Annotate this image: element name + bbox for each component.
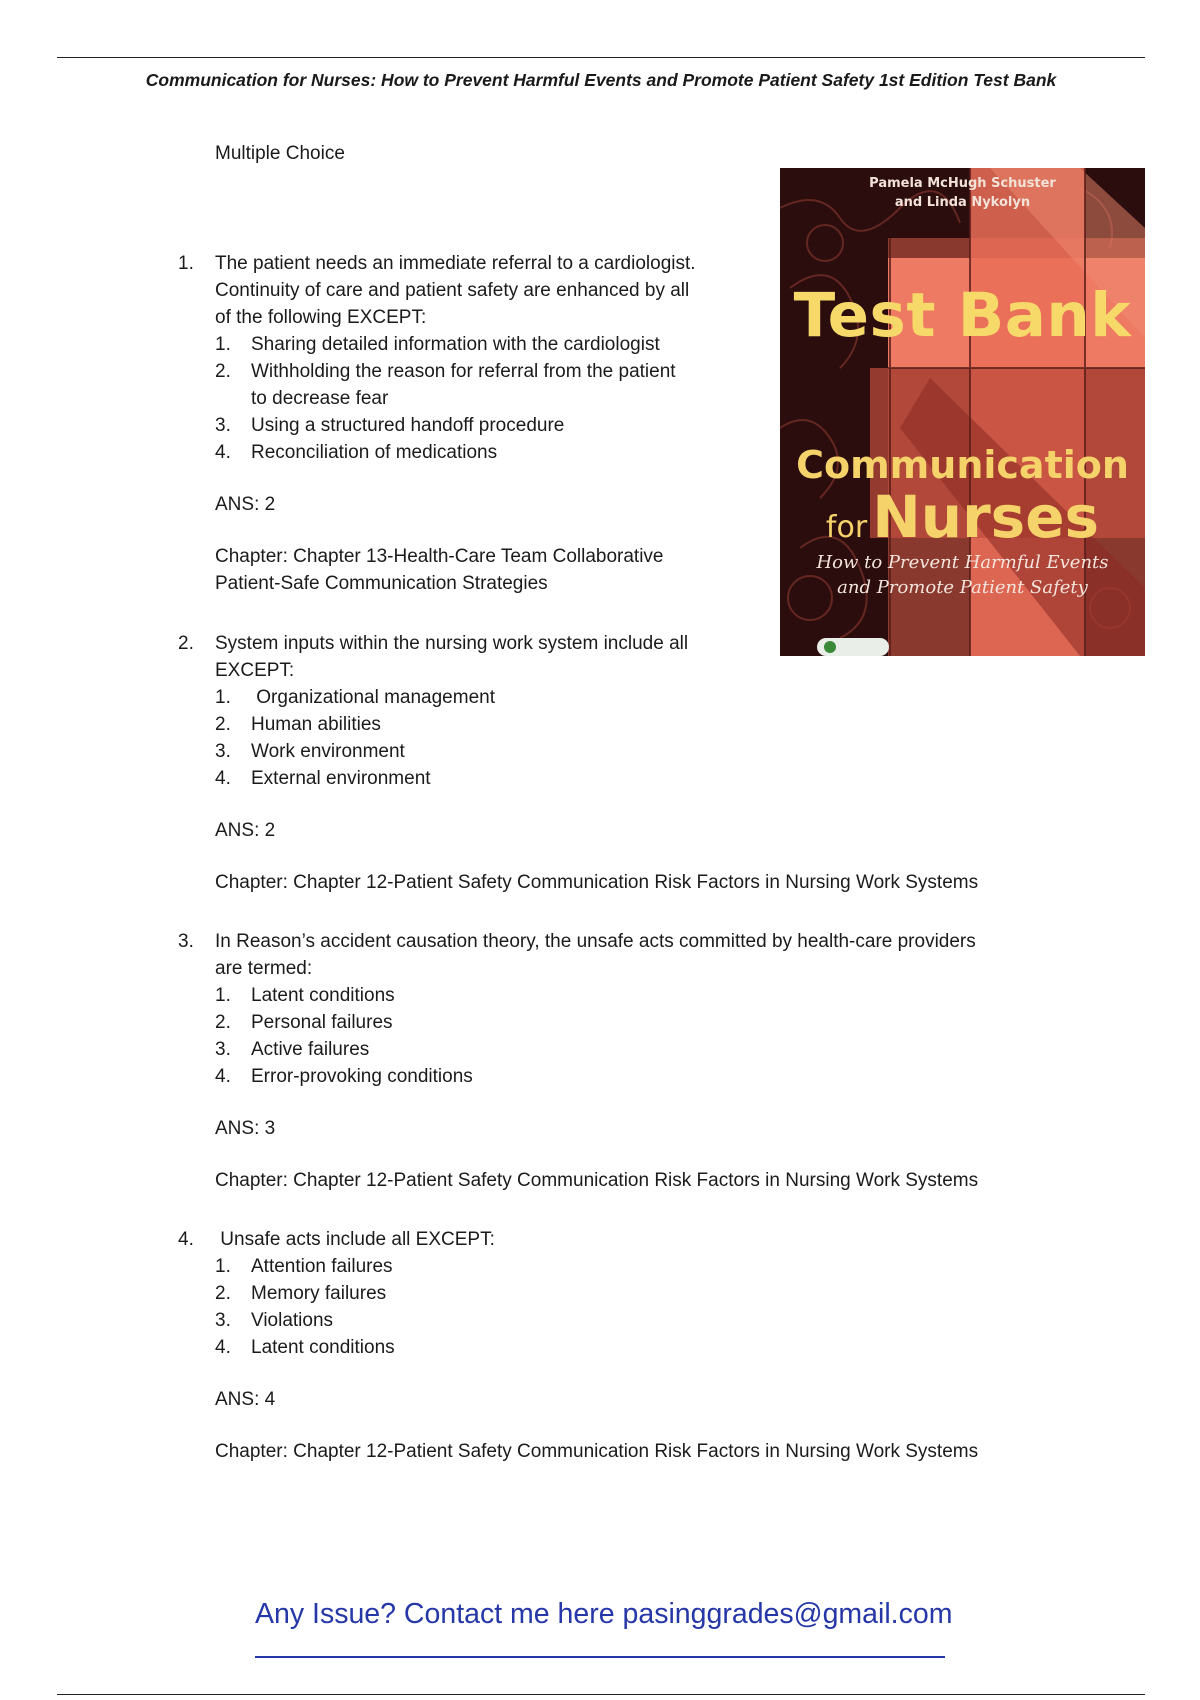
answer-options (215, 684, 978, 792)
cover-title-for-nurses (780, 483, 1145, 551)
document-header-title: Communication for Nurses: How to Prevent Harmful Events and Promote Patient Safety 1st Edition Test Bank (145, 70, 1057, 90)
contact-underline (255, 1656, 945, 1658)
option-number: 1. (215, 334, 231, 355)
answer-option (215, 1334, 978, 1361)
option-text: Withholding the reason for referral from the patient (251, 361, 676, 382)
chapter-line: Chapter: Chapter 13-Health-Care Team Collaborative (215, 546, 664, 567)
contact-email-link[interactable]: Any Issue? Contact me here pasinggrades@gmail.com (255, 1598, 953, 1630)
cover-author-line-1: Pamela McHugh Schuster (869, 176, 1056, 191)
option-text: Violations (251, 1310, 334, 1331)
answer-option (215, 738, 978, 765)
answer-option (215, 412, 696, 439)
question-stem (215, 630, 978, 684)
question-stem-line: Continuity of care and patient safety are enhanced by all (215, 280, 690, 301)
answer-option (215, 711, 978, 738)
option-text: External environment (251, 768, 431, 789)
cover-subtitle (780, 550, 1145, 600)
answer-option (215, 358, 696, 412)
answer-option (215, 1009, 978, 1036)
cover-test-bank-label: Test Bank (793, 280, 1132, 351)
option-text: to decrease fear (251, 388, 389, 409)
chapter-reference (215, 1438, 978, 1465)
chapter-line: Chapter: Chapter 12-Patient Safety Communication Risk Factors in Nursing Work Systems (215, 1441, 979, 1462)
answer-option (215, 1280, 978, 1307)
question-stem-line: In Reason’s accident causation theory, the unsafe acts committed by health-care providers (215, 931, 976, 952)
footer-rule (57, 1694, 1145, 1695)
cover-subtitle-line-1: How to Prevent Harmful Events (816, 552, 1109, 573)
answer-option (215, 982, 978, 1009)
answer-options (215, 982, 978, 1090)
cover-authors (780, 174, 1145, 212)
option-number: 1. (215, 687, 231, 708)
answer-options (215, 1253, 978, 1361)
option-number: 4. (215, 1337, 231, 1358)
chapter-reference (215, 1167, 978, 1194)
question-4 (178, 1226, 978, 1465)
answer-option (215, 684, 978, 711)
option-number: 3. (215, 1039, 231, 1060)
question-stem (215, 928, 978, 982)
option-text: Personal failures (251, 1012, 393, 1033)
answer-key: ANS: 4 (215, 1389, 276, 1410)
chapter-line: Patient-Safe Communication Strategies (215, 573, 548, 594)
question-number: 4. (178, 1229, 194, 1250)
option-number: 1. (215, 1256, 231, 1277)
question-stem-line: EXCEPT: (215, 660, 295, 681)
question-stem-line: are termed: (215, 958, 313, 979)
cover-subtitle-line-2: and Promote Patient Safety (837, 577, 1088, 598)
cover-title-for: for (825, 510, 868, 545)
option-text: Organizational management (251, 687, 495, 708)
answer-option (215, 765, 978, 792)
option-number: 4. (215, 442, 231, 463)
answer-option (215, 1036, 978, 1063)
book-cover-image (780, 168, 1145, 656)
chapter-reference (215, 543, 696, 597)
option-text: Work environment (251, 741, 405, 762)
question-stem-line: of the following EXCEPT: (215, 307, 427, 328)
option-number: 4. (215, 768, 231, 789)
option-number: 2. (215, 1283, 231, 1304)
question-number: 2. (178, 633, 194, 654)
option-text: Memory failures (251, 1283, 387, 1304)
chapter-reference (215, 869, 978, 896)
chapter-line: Chapter: Chapter 12-Patient Safety Communication Risk Factors in Nursing Work Systems (215, 1170, 979, 1191)
question-number: 1. (178, 253, 194, 274)
option-number: 3. (215, 1310, 231, 1331)
option-number: 1. (215, 985, 231, 1006)
question-stem-line: System inputs within the nursing work system include all (215, 633, 689, 654)
option-text: Error-provoking conditions (251, 1066, 473, 1087)
answer-option (215, 1307, 978, 1334)
question-number: 3. (178, 931, 194, 952)
question-1 (178, 250, 696, 597)
option-number: 3. (215, 415, 231, 436)
option-text: Sharing detailed information with the cardiologist (251, 334, 660, 355)
question-stem-line: The patient needs an immediate referral to a cardiologist. (215, 253, 696, 274)
cover-title-nurses: Nurses (872, 483, 1100, 551)
question-stem-line: Unsafe acts include all EXCEPT: (215, 1229, 495, 1250)
question-stem (215, 1226, 978, 1253)
question-3 (178, 928, 978, 1194)
option-number: 2. (215, 1012, 231, 1033)
option-text: Latent conditions (251, 1337, 395, 1358)
answer-options (215, 331, 696, 466)
answer-option (215, 1253, 978, 1280)
option-text: Latent conditions (251, 985, 395, 1006)
answer-key: ANS: 2 (215, 820, 276, 841)
answer-option (215, 439, 696, 466)
answer-key: ANS: 2 (215, 494, 276, 515)
chapter-line: Chapter: Chapter 12-Patient Safety Communication Risk Factors in Nursing Work Systems (215, 872, 979, 893)
option-text: Attention failures (251, 1256, 393, 1277)
answer-option (215, 1063, 978, 1090)
cover-author-line-2: and Linda Nykolyn (894, 195, 1031, 210)
section-label: Multiple Choice (215, 143, 345, 164)
option-text: Active failures (251, 1039, 370, 1060)
option-text: Human abilities (251, 714, 381, 735)
option-text: Using a structured handoff procedure (251, 415, 565, 436)
answer-option (215, 331, 696, 358)
answer-key: ANS: 3 (215, 1118, 276, 1139)
option-text: Reconciliation of medications (251, 442, 498, 463)
question-2 (178, 630, 978, 896)
option-number: 3. (215, 741, 231, 762)
option-number: 2. (215, 361, 231, 382)
header-rule (57, 57, 1145, 58)
option-number: 2. (215, 714, 231, 735)
option-number: 4. (215, 1066, 231, 1087)
cover-title-communication: Communication (796, 443, 1129, 487)
question-stem (215, 250, 696, 331)
